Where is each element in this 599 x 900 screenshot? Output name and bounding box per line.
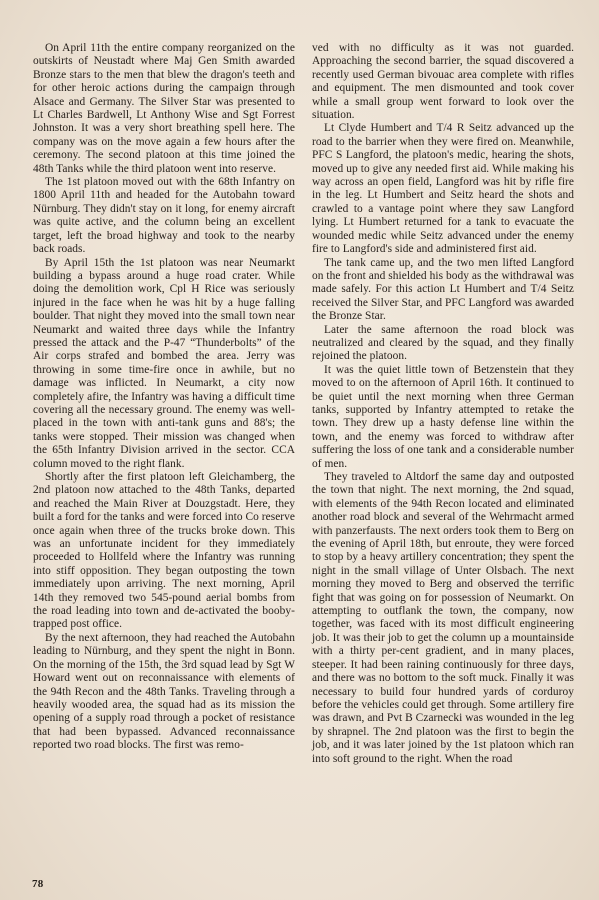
paragraph: The tank came up, and the two men lifted Langford on the front and shielded his body as the withdrawal was made safely. For this action Lt Humbert and T/4 Seitz received the Silver Star, and PFC Langford was awarded the Bronze Star.	[312, 256, 574, 323]
paragraph: By April 15th the 1st platoon was near Neumarkt building a bypass around a huge road crater. While doing the demolition work, Cpl H Rice was seriously injured in the face when he was hit by a huge falling boulder. That night they moved into the small town near Neumarkt and waited three days while the Infantry pressed the attack and the P-47 “Thunderbolts” of the Air corps strafed and bombed the area. Jerry was throwing in some time-fire once in awhile, but no damage was inflicted. In Neumarkt, a city now completely afire, the Infantry was having a difficult time covering all the necessary ground. The enemy was well-placed in the town with anti-tank guns and 88's; the tanks were stopped. Their mission was changed when the 65th Infantry Division arrived in the sector. CCA column moved to the right flank.	[33, 256, 295, 470]
page-number: 78	[32, 878, 44, 890]
right-column	[312, 42, 574, 766]
paragraph: By the next afternoon, they had reached the Autobahn leading to Nürnburg, and they spent the night in Bonn. On the morning of the 15th, the 3rd squad lead by Sgt W Howard went out on reconnaissance with elements of the 94th Recon and the 48th Tanks. Traveling through a heavily wooded area, the squad had as its mission the opening of a supply road through a pocket of resistance that had been bypassed. Advanced reconnaissance reported two road blocks. The first was remo-	[33, 631, 295, 752]
paragraph: On April 11th the entire company reorganized on the outskirts of Neustadt where Maj Gen Smith awarded Bronze stars to the men that blew the dragon's teeth and for other heroic actions during the campaign through Alsace and Germany. The Silver Star was presented to Lt Charles Bardwell, Lt Anthony Wise and Sgt Forrest Johnston. It was a very short breathing spell here. The company was on the move again a few hours after the ceremony. The second platoon at this time joined the 48th Tanks while the third platoon went into reserve.	[33, 42, 295, 175]
paragraph: They traveled to Altdorf the same day and outposted the town that night. The next morning, the 2nd squad, with elements of the 94th Recon located and eliminated another road block and several of the Wehrmacht armed with panzerfausts. The next orders took them to Berg on the evening of April 18th, but enroute, they were forced to stop by a heavy artillery concentration; they spent the night in the small village of Unter Olsbach. The next morning they moved to Berg and observed the terrific fight that was going on for possession of Neumarkt. On attempting to outflank the town, the company, now together, was faced with its most difficult engineering job. It was their job to get the column up a mountainside with a thirty per-cent gradient, and in many places, steeper. It had been raining continuously for three days, and there was no bottom to the soft muck. Finally it was necessary to build four hundred yards of corduroy before the vehicles could get through. Some artillery fire was drawn, and Pvt B Czarnecki was wounded in the leg by shrapnel. The 2nd platoon was the first to begin the job, and it was later joined by the 1st platoon which ran into soft ground to the right. When the road	[312, 471, 574, 765]
paragraph: Lt Clyde Humbert and T/4 R Seitz advanced up the road to the barrier when they were fired on. Meanwhile, PFC S Langford, the platoon's medic, hearing the shots, moved up to give any needed first aid. While making his way across an open field, Langford was hit by rifle fire in the leg. Lt Humbert and Seitz heard the shots and crawled to a vantage point where they saw Langford lying. Lt Humbert returned for a tank to evacuate the wounded medic while Seitz advanced under the enemy fire to Langford's side and administered first aid.	[312, 122, 574, 256]
paragraph-continued: ved with no difficulty as it was not guarded. Approaching the second barrier, the squad discovered a recently used German bivouac area complete with rifles and equipment. The men dismounted and took cover while a small group went forward to look over the situation.	[312, 42, 574, 122]
left-column	[33, 42, 295, 753]
paragraph: It was the quiet little town of Betzenstein that they moved to on the afternoon of April 16th. It continued to be quiet until the next morning when three German tanks, supported by Infantry attempted to retake the town. They drew up a hasty defense line within the town, and the enemy was forced to withdraw after suffering the loss of one tank and a considerable number of men.	[312, 363, 574, 470]
paragraph: The 1st platoon moved out with the 68th Infantry on 1800 April 11th and headed for the Autobahn toward Nürnburg. They didn't stay on it long, for enemy aircraft was quite active, and the column being an excellent target, left the broad highway and took to the nearby back roads.	[33, 176, 295, 256]
paragraph: Shortly after the first platoon left Gleichamberg, the 2nd platoon now attached to the 48th Tanks, departed and reached the Main River at Douzgstadt. Here, they built a ford for the tanks and were forced into Co reserve once again when three of the trucks broke down. This was an unfortunate incident for they immediately proceeded to Hollfeld where the Infantry was running into stiff opposition. They began outposting the town immediately upon arriving. The next morning, April 14th they removed two 545-pound aerial bombs from the road leading into town and de-activated the booby-trapped post office.	[33, 471, 295, 631]
paragraph: Later the same afternoon the road block was neutralized and cleared by the squad, and they finally rejoined the platoon.	[312, 323, 574, 363]
